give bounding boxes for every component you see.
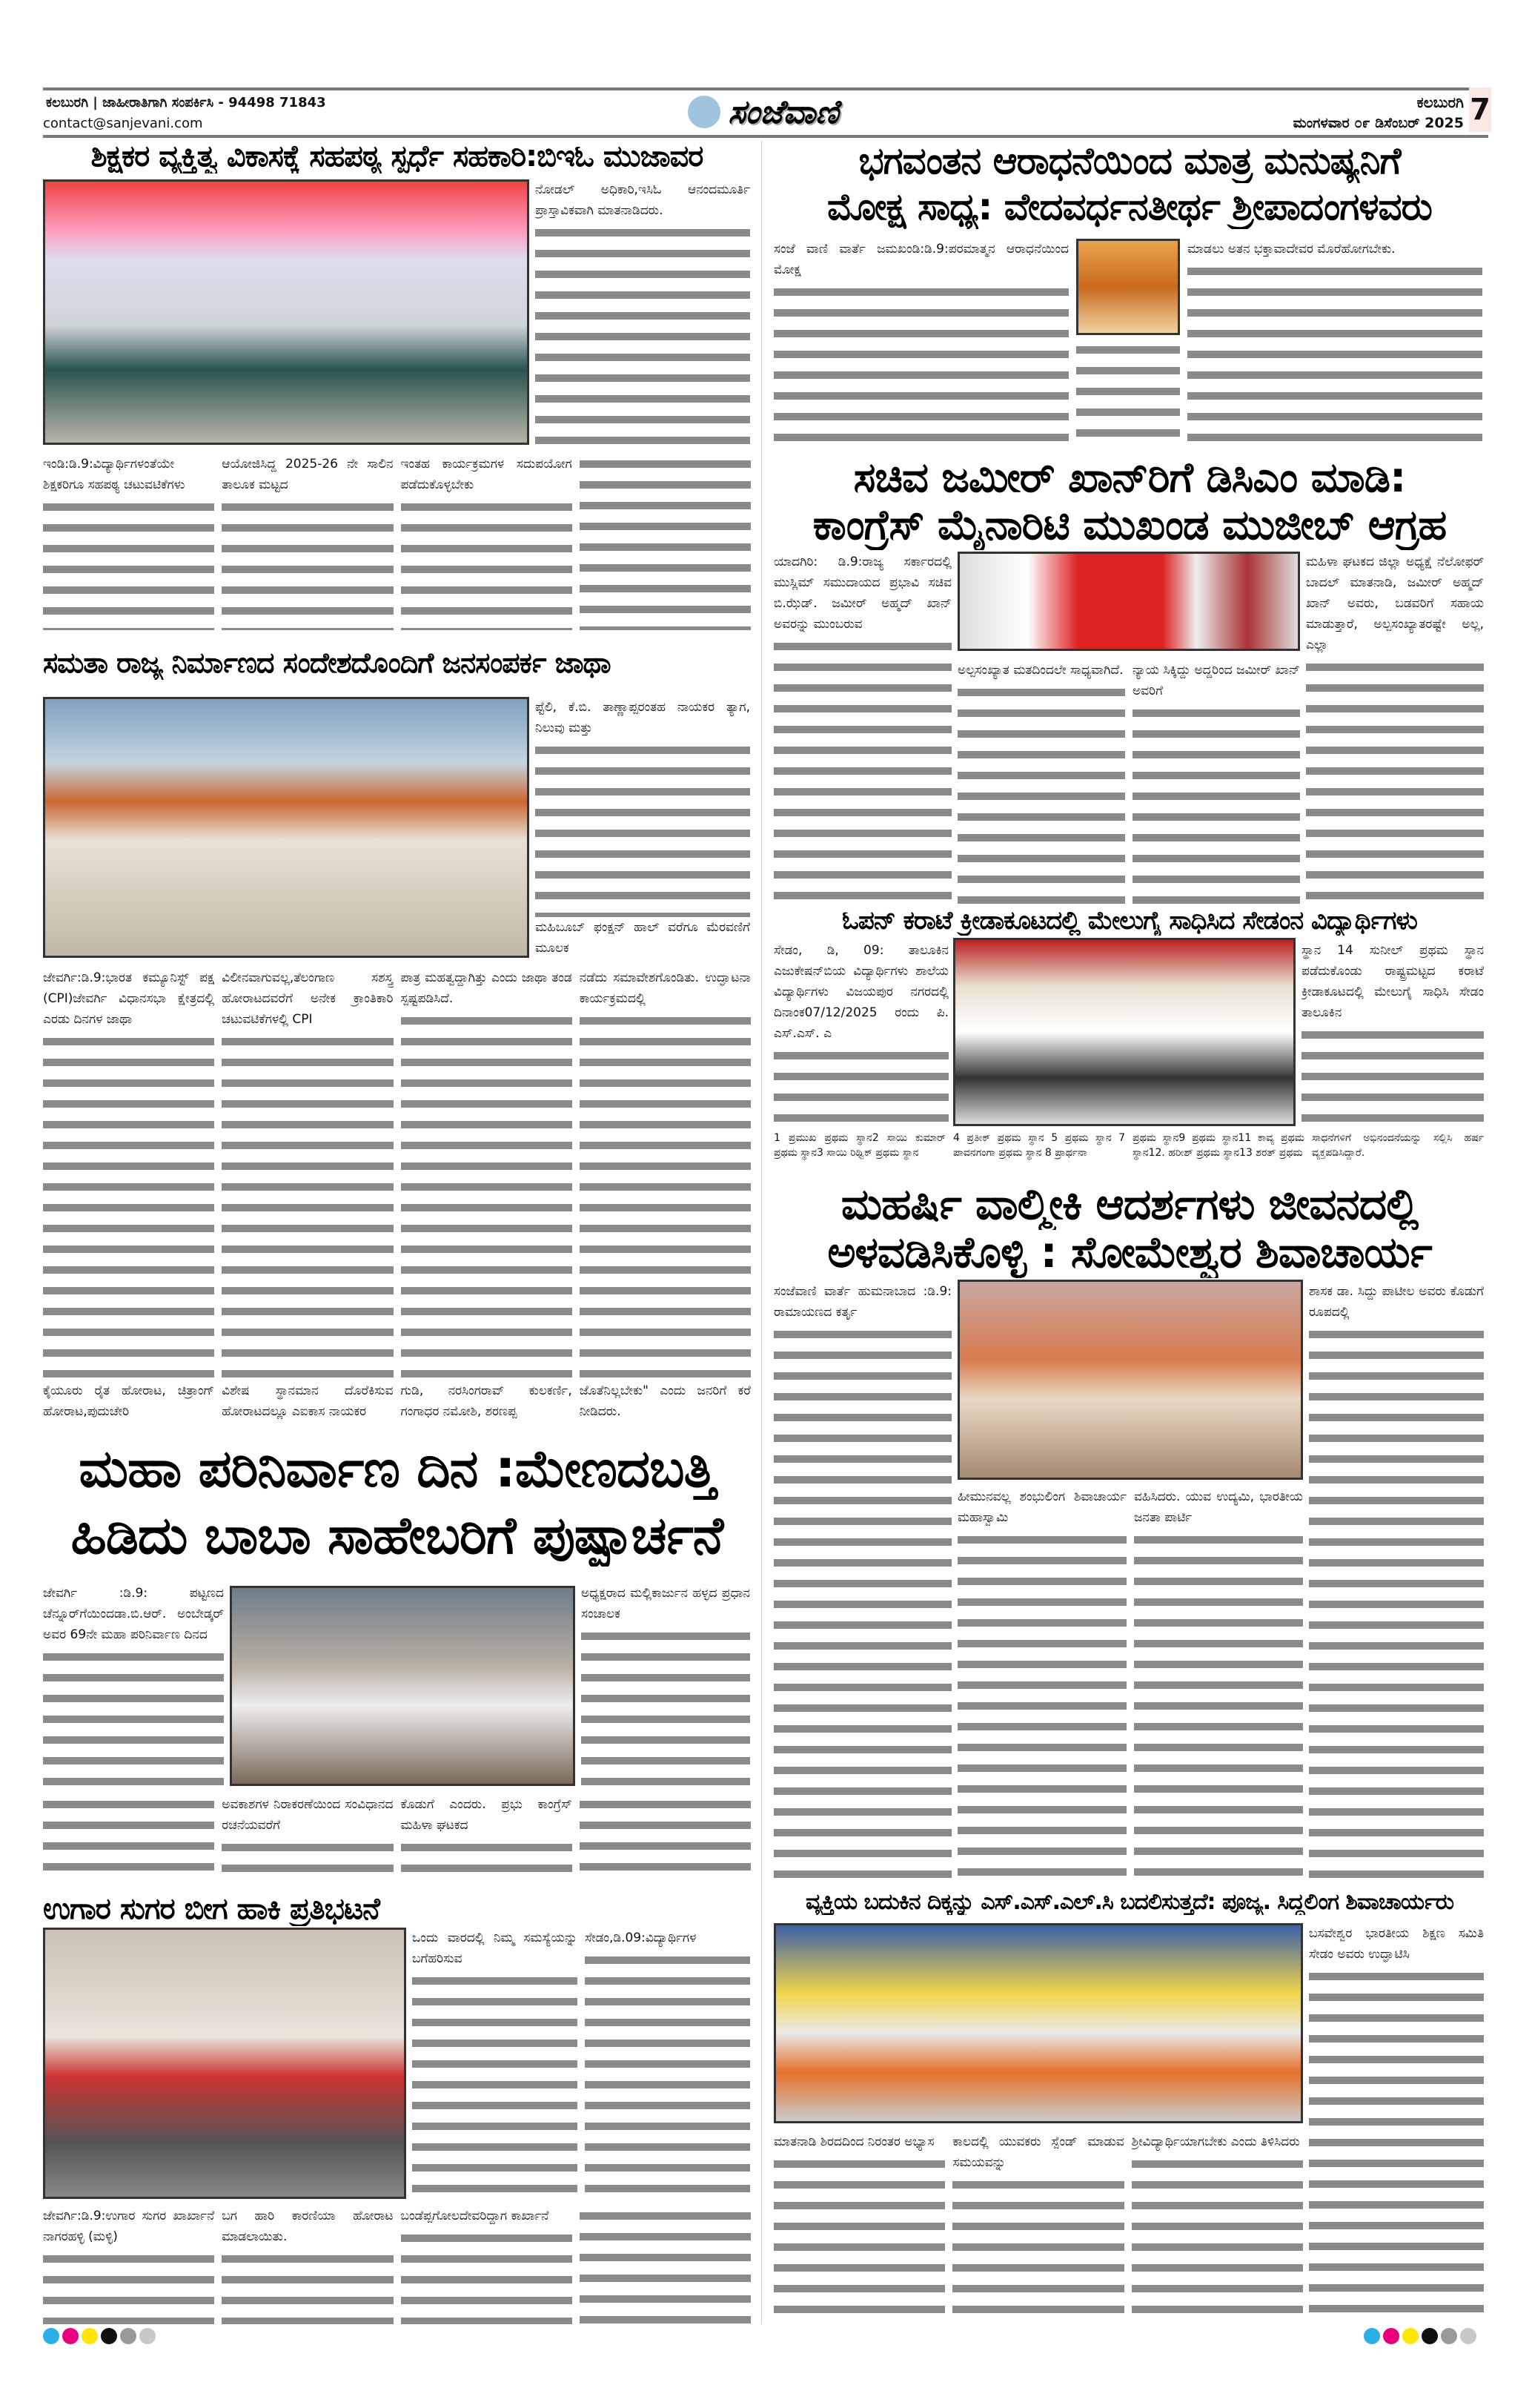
text-column (535, 697, 750, 960)
masthead-bottom-rule (43, 135, 1488, 138)
text-column (535, 179, 750, 445)
text-column (1309, 1923, 1484, 2323)
article-text: ಹೀಮುನವಲ್ಲ ಶಂಭುಲಿಂಗ ಶಿವಾಚಾರ್ಯ ಮಹಾಸ್ವಾಮಿ (958, 1489, 1127, 1525)
text-column (774, 1281, 952, 1883)
article-text: ನಡೆದು ಸಮಾವೇಶಗೊಂಡಿತು. ಉದ್ಘಾಟನಾ ಕಾರ್ಯಕ್ರಮದಲ್ಲಿ (579, 970, 751, 1006)
text-column (1309, 1281, 1484, 1883)
article-text: ಸಂಜೆ ವಾಣಿ ವಾರ್ತೆ ಜಮಖಂಡಿ:ಡಿ.9:ಪರಮಾತ್ಮನ ಆರಾಧನೆಯಿಂದ ಮೋಕ್ಷ (774, 242, 1069, 277)
candle-march-photo (230, 1586, 575, 1786)
body-text-lines (412, 1971, 577, 2199)
text-column (774, 239, 1069, 450)
body-text-lines (958, 1529, 1127, 1883)
article-text: ಪ್ಟೆಲಿ, ಕೆ.ಬಿ. ತಾಣ್ಣಾಪ್ಪರಂತಹ ನಾಯಕರ ತ್ಯಾಗ, ನಿಲುವು ಮತ್ತು (535, 700, 750, 735)
text-column (401, 968, 572, 1423)
text-column (774, 940, 949, 1125)
text-column (222, 968, 393, 1423)
text-column (1187, 239, 1482, 450)
cpi-rally-photo (43, 697, 529, 958)
text-column (580, 454, 751, 630)
text-column (43, 2206, 751, 2324)
article-text: ಶಾಸಕ ಡಾ. ಸಿದ್ದು ಪಾಟೀಲ ಅವರು ಕೊಡುಗೆ ರೂಪದಲ್ಲಿ (1309, 1284, 1484, 1320)
text-column (1301, 940, 1484, 1125)
article-text: ಪಾತ್ರ ಮಹತ್ವದ್ದಾಗಿತ್ತು ಎಂದು ಜಾಥಾ ತಂಡ ಸ್ಪಷ್ಟಪಡಿಸಿದೆ. (400, 970, 572, 1006)
text-column (1132, 2131, 1303, 2324)
article-text: ಸೇಡಂ,ಡಿ.09:ವಿದ್ಯಾರ್ಥಿಗಳ (585, 1931, 697, 1945)
body-text-lines (774, 282, 1069, 450)
body-text-lines (774, 2154, 945, 2324)
body-text-lines (43, 1031, 214, 1380)
body-text-lines (952, 2174, 1124, 2324)
article-text: ಗುಡಿ, ನರಸಿಂಗರಾವ್ ಕುಲಕರ್ಣಿ, ಗಂಗಾಧರ ನಮೋಶಿ, ಶರಣಪ್ಪ (400, 1383, 572, 1419)
body-text-lines (585, 1950, 750, 2199)
text-column (43, 968, 214, 1423)
body-text-lines (401, 2228, 572, 2324)
article-text: ಬಸವೇಶ್ವರ ಭಾರತೀಯ ಶಿಕ್ಷಣ ಸಮಿತಿ ಸೇಡಂ ಅವರು ಉದ್ಘಾಟಿಸಿ (1309, 1926, 1484, 1962)
article-text: ಸೇಡಂ, ಡಿ, 09: ತಾಲೂಕಿನ ಎಜುಕೇಷನ್‌ಬಿಯ ವಿದ್ಯಾರ್ಥಿಗಳು ಶಾಲೆಯ ವಿದ್ಯಾರ್ಥಿಗಳು ವಿಜಯಪುರ ನಗರದಲ್ಲಿ ದಿನಾಂಕ07/12/2025 ರಂದು ಪಿ. ಎಸ್.ಎಸ್. ಎ (774, 943, 949, 1041)
body-text-lines (580, 1010, 751, 1380)
article-text: ಇಂತಹ ಕಾರ್ಯಕ್ರಮಗಳ ಸದುಪಯೋಗ ಪಡೆದುಕೊಳ್ಳಬೇಕು (400, 457, 572, 492)
article-text: ಸಾಧನೆಗಳಿಗೆ ಅಭಿನಂದನೆಯನ್ನು ಸಲ್ಲಿಸಿ ಹರ್ಷ ವ್ಯಕ್ತಪಡಿಸಿದ್ದಾರೆ. (1312, 1132, 1484, 1159)
body-text-lines (958, 682, 1125, 908)
body-text-lines (1301, 1025, 1484, 1125)
text-column (774, 1281, 952, 1883)
article-text: ಪ್ರಥಮ ಸ್ಥಾನ9 ಪ್ರಥಮ ಸ್ಥಾನ11 ಕಾವ್ಯ ಪ್ರಥಮ ಸ್ಥಾನ12. ಹರೀಶ್ ಪ್ರಥಮ ಸ್ಥಾನ13 ಶರತ್ ಪ್ರಥಮ (1133, 1132, 1304, 1159)
valmiki-event-photo (958, 1280, 1303, 1480)
text-column (580, 1794, 751, 1883)
body-text-lines (580, 1794, 751, 1883)
text-column (774, 552, 952, 907)
article-text: ಅಲ್ಪಸಂಖ್ಯಾತ ಮತದಿಂದಲೇ ಸಾಧ್ಯವಾಗಿದೆ. (958, 663, 1124, 678)
article-headline: ಕಾಂಗ್ರೆಸ್ ಮೈನಾರಿಟಿ ಮುಖಂಡ ಮುಜೀಬ್ ಆಗ್ರಹ (812, 501, 1447, 549)
text-column (774, 2131, 1303, 2324)
article-text: ಯಾದಗಿರಿ: ಡಿ.9:ರಾಜ್ಯ ಸರ್ಕಾರದಲ್ಲಿ ಮುಸ್ಲಿಮ್ ಸಮುದಾಯದ ಪ್ರಭಾವಿ ಸಚಿವ ಬಿ.ಝೆಡ್. ಜಮೀರ್ ಅಹ್ಮದ್ ಖಾನ್ ಅವರನ್ನು ಮುಂಬರುವ (774, 555, 952, 632)
color-registration-marks-left (43, 2328, 159, 2347)
text-column (958, 1486, 1303, 1883)
body-text-lines (401, 497, 572, 630)
text-column (774, 1131, 1484, 1177)
newspaper-logo: ಸಂಜೆವಾಣಿ (728, 93, 839, 131)
body-text-lines (1187, 261, 1482, 450)
text-column (412, 1928, 577, 2199)
sugar-factory-protest-photo (43, 1928, 406, 2199)
text-column (401, 1794, 572, 1883)
article-headline: ಮಹರ್ಷಿ ವಾಲ್ಮೀಕಿ ಆದರ್ಶಗಳು ಜೀವನದಲ್ಲಿ (840, 1179, 1419, 1229)
text-column (1076, 239, 1180, 450)
body-text-lines (1133, 703, 1300, 908)
article-text: ಜೊತೆನಿಲ್ಲಬೇಕು" ಎಂದು ಜನರಿಗೆ ಕರೆ ನೀಡಿದರು. (579, 1383, 751, 1419)
swamiji-photo (1076, 239, 1180, 335)
text-column (1309, 1923, 1484, 2323)
text-column (535, 179, 750, 445)
article-headline: ಶಿಕ್ಷಕರ ವ್ಯಕ್ತಿತ್ವ ವಿಕಾಸಕ್ಕೆ ಸಹಪಠ್ಯ ಸ್ಪರ್ಧೆ ಸಹಕಾರಿ:ಬಿಇಓ ಮುಜಾವರ (90, 139, 703, 173)
text-column (1134, 1486, 1303, 1883)
body-text-lines (774, 1324, 952, 1883)
article-text: ಮಾಡಲು ಅತನ ಭಕ್ತಾವಾದೇವರ ಮೊರೆಹೋಗಬೇಕು. (1187, 242, 1396, 257)
article-text: ಸ್ಥಾನ 14 ಸುನೀಲ್ ಪ್ರಥಮ ಸ್ಥಾನ ಪಡೆದುಕೊಂಡು ರಾಷ್ಟ್ರಮಟ್ಟದ ಕರಾಟೆ ಕ್ರೀಡಾಕೂಟದಲ್ಲಿ ಮೇಲುಗೈ ಸಾಧಿಸಿ ಸೇಡಂ ತಾಲೂಕಿನ (1301, 943, 1484, 1020)
article-text: ವಿಲೀನವಾಗುವಲ್ಲ,ತೆಲಂಗಾಣ ಸಶಸ್ತ್ರ ಹೋರಾಟದವರೆಗೆ ಅನೇಕ ಕ್ರಾಂತಿಕಾರಿ ಚಟುವಟಿಕೆಗಳಲ್ಲಿ CPI (222, 970, 394, 1027)
text-column (1312, 1131, 1484, 1177)
article-text: ವಿಶೇಷ ಸ್ಥಾನಮಾನ ದೊರೆಕಿಸುವ ಹೋರಾಟದಲ್ಲೂ ಎಐಕಾಸ ನಾಯಕರ (222, 1383, 394, 1419)
text-column (774, 552, 952, 907)
text-column (43, 454, 751, 630)
text-column (43, 1794, 751, 1883)
masthead-contact: ಕಲಬುರಗಿ | ಜಾಹೀರಾತಿಗಾಗಿ ಸಂಪರ್ಕಿಸಿ - 94498 71843 (46, 95, 326, 110)
body-text-lines (1132, 2154, 1303, 2324)
masthead-email: contact@sanjevani.com (43, 116, 203, 131)
teachers-event-photo (43, 179, 529, 445)
body-text-lines (535, 222, 750, 445)
text-column (43, 1583, 224, 1790)
article-text: ಅಧ್ಯಕ್ಷರಾದ ಮಲ್ಲಿಕಾರ್ಜುನ ಹಳ್ಳದ ಪ್ರಧಾನ ಸಂಚಾಲಕ (581, 1586, 750, 1621)
article-text: ಕಾಲದಲ್ಲಿ ಯುವಕರು ಸ್ಪೆಂಡ್ ಮಾಡುವ ಸಮಯವನ್ನು (952, 2134, 1124, 2170)
text-column (958, 1486, 1127, 1883)
article-headline: ಸಚಿವ ಜಮೀರ್ ಖಾನ್‌ರಿಗೆ ಡಿಸಿಎಂ ಮಾಡಿ: (853, 454, 1406, 502)
text-column (222, 2206, 393, 2324)
article-text: ಬಗ ಹಾರಿ ಕಾರಣಿಯಾ ಹೋರಾಟ ಮಾಡಲಾಯಿತು. (222, 2209, 394, 2244)
body-text-lines (1076, 340, 1180, 450)
text-column (43, 454, 214, 630)
body-text-lines (1309, 1324, 1484, 1883)
body-text-lines (43, 1647, 224, 1790)
article-text: ಅವಕಾಶಗಳ ನಿರಾಕರಣೆಯಿಂದ ಸಂವಿಧಾನದ ರಚನೆಯವರೆಗೆ (222, 1797, 394, 1833)
text-column (581, 1583, 750, 1790)
body-text-lines (222, 2249, 393, 2324)
article-text: ಇಂಡಿ:ಡಿ.9:ವಿದ್ಯಾರ್ಥಿಗಳಂತೆಯೇ ಶಿಕ್ಷಕರಿಗೂ ಸಹಪಠ್ಯ ಚಟುವಟಿಕೆಗಳು (43, 457, 185, 492)
body-text-lines (43, 1794, 214, 1883)
article-headline: ಮೋಕ್ಷ ಸಾಧ್ಯ: ವೇದವರ್ಧನತೀರ್ಥ ಶ್ರೀಪಾದಂಗಳವರು (827, 185, 1432, 228)
color-registration-marks-right (1364, 2328, 1479, 2347)
article-text: ಕೊಡುಗೆ ಎಂದರು. ಪ್ರಭು ಕಾಂಗ್ರೆಸ್ ಮಹಿಳಾ ಘಟಕದ (400, 1797, 572, 1833)
sslc-event-photo (774, 1923, 1303, 2123)
body-text-lines (580, 2206, 751, 2324)
text-column (774, 1131, 946, 1177)
text-column (1309, 1281, 1484, 1883)
article-headline: ಭಗವಂತನ ಆರಾಧನೆಯಿಂದ ಮಾತ್ರ ಮನುಷ್ಯನಿಗೆ (858, 139, 1401, 182)
text-column (952, 2131, 1124, 2324)
article-text: ವಹಿಸಿದರು. ಯುವ ಉದ್ಯಮಿ, ಭಾರತೀಯ ಜನತಾ ಪಾರ್ಟಿ (1134, 1489, 1303, 1525)
body-text-lines (774, 1045, 949, 1125)
article-headline: ಉಗಾರ ಸುಗರ ಬೀಗ ಹಾಕಿ ಪ್ರತಿಭಟನೆ (43, 1892, 379, 1926)
text-column (1133, 1131, 1304, 1177)
text-column (222, 1794, 393, 1883)
text-column (958, 660, 1125, 908)
body-text-lines (580, 454, 751, 630)
body-text-lines (43, 497, 214, 630)
article-text: 4 ಪ್ರತೀಕ್ ಪ್ರಥಮ ಸ್ಥಾನ 5 ಪ್ರಥಮ ಸ್ಥಾನ 7 ಪಾವನಗಂಗಾ ಪ್ರಥಮ ಸ್ಥಾನ 8 ಪ್ರಾರ್ಥನಾ (953, 1132, 1125, 1159)
karate-students-photo (953, 938, 1296, 1126)
body-text-lines (222, 1031, 393, 1380)
masthead-city: ಕಲಬುರಗಿ (1416, 93, 1464, 111)
text-column (1301, 940, 1484, 1125)
press-meet-photo (958, 552, 1300, 651)
masthead-date: ಮಂಗಳವಾರ ೦೯ ಡಿಸೆಂಬರ್ 2025 (1293, 115, 1464, 131)
article-headline: ಮಹಾ ಪರಿನಿರ್ವಾಣ ದಿನ :ಮೇಣದಬತ್ತಿ (79, 1438, 715, 1499)
page-number: 7 (1469, 87, 1491, 132)
text-column (953, 1131, 1125, 1177)
text-column (1133, 660, 1300, 908)
text-column (401, 454, 572, 630)
text-column (580, 968, 751, 1423)
column-divider (761, 141, 762, 2324)
body-text-lines (1306, 657, 1484, 907)
article-text: ಬಂಡೆಪ್ಪಗೋಲದೇವರಿದ್ದಾಗ ಕಾರ್ಖಾನೆ (400, 2209, 549, 2223)
article-text: ಮಾತನಾಡಿ ಶಿರದದಿಂದ ನಿರಂತರ ಅಭ್ಯಾಸ (774, 2134, 935, 2149)
text-column (412, 1928, 750, 2199)
text-column (581, 1583, 750, 1790)
article-text: ಜೇವರ್ಗಿ :ಡಿ.9: ಪಟ್ಟಣದ ಚೆನ್ನೂರ್‌ಗೆಯಿಂದಡಾ.ಬಿ.ಆರ್. ಅಂಬೇಡ್ಕರ್ ಅವರ 69ನೇ ಮಹಾ ಪರಿನಿರ್ವಾಣ ದಿನದ (43, 1586, 224, 1642)
body-text-lines (222, 497, 393, 630)
article-headline: ಅಳವಡಿಸಿಕೊಳ್ಳಿ : ಸೋಮೇಶ್ವರ ಶಿವಾಚಾರ್ಯ (827, 1227, 1432, 1277)
article-text: ಕೈಯೂರು ರೈತ ಹೋರಾಟ, ಚಿತ್ರಾಂಗ್ ಹೋರಾಟ,ಪುದುಚೇರಿ (43, 1383, 215, 1419)
body-text-lines (535, 740, 750, 917)
text-column (1306, 552, 1484, 907)
text-column (535, 697, 750, 960)
article-text: ಒಂದು ವಾರದಲ್ಲಿ ನಿಮ್ಮ ಸಮಸ್ಯೆಯನ್ನು ಬಗೆಹರಿಸುವ (412, 1931, 577, 1966)
body-text-lines (222, 1837, 393, 1883)
text-column (401, 2206, 572, 2324)
article-headline: ಸಮತಾ ರಾಜ್ಯ ನಿರ್ಮಾಣದ ಸಂದೇಶದೊಂದಿಗೆ ಜನಸಂಪರ್ಕ ಜಾಥಾ (43, 646, 611, 679)
body-text-lines (581, 1626, 750, 1790)
article-text: ಜೇವರ್ಗಿ:ಡಿ.9:ಉಗಾರ ಸುಗರ ಖಾರ್ಖಾನೆ ನಾಗರಹಳ್ಳಿ (ಮಳ್ಳಿ) (43, 2209, 215, 2244)
text-column (43, 2206, 214, 2324)
logo-emblem-icon (688, 96, 720, 128)
newspaper-logo-group (608, 90, 919, 133)
article-headline: ವ್ಯಕ್ತಿಯ ಬದುಕಿನ ದಿಕ್ಕನ್ನು ಎಸ್.ಎಸ್.ಎಲ್.ಸಿ ಬದಲಿಸುತ್ತದೆ: ಪೂಜ್ಯ. ಸಿದ್ದಲಿಂಗ ಶಿವಾಚಾರ್ಯರು (806, 1889, 1453, 1915)
text-column (43, 968, 751, 1423)
article-text: ನೋಡಲ್ ಅಧಿಕಾರಿ,ಇಸಿಓ ಆನಂದಮೂರ್ತಿ ಪ್ರಾಸ್ತಾವಿಕವಾಗಿ ಮಾತನಾಡಿದರು. (535, 182, 750, 218)
article-text: ಮಹಿಳಾ ಘಟಕದ ಜಿಲ್ಲಾ ಅಧ್ಯಕ್ಷೆ ನೆಲೋಫರ್ ಬಾದಲ್ ಮಾತನಾಡಿ, ಜಮೀರ್ ಅಹ್ಮದ್ ಖಾನ್ ಅವರು, ಬಡವರಿಗೆ ಸಹಾಯ ಮಾಡುತ್ತಾರೆ, ಅಲ್ಪಸಂಖ್ಯಾತರಷ್ಟೇ ಅಲ್ಲ, ಎಲ್ಲಾ (1306, 555, 1484, 652)
text-column (222, 454, 393, 630)
article-text: ಮಹಿಬೂಬ್ ಫಂಕ್ಷನ್ ಹಾಲ್ ವರೆಗೂ ಮೆರವಣಿಗೆ ಮೂಲಕ (535, 920, 750, 956)
body-text-lines (1134, 1529, 1303, 1883)
article-text: ನ್ಯಾಯ ಸಿಕ್ಕಿದ್ದು ಅದ್ದರಿಂದ ಜಮೀರ್ ಖಾನ್ ಅವರಿಗೆ (1133, 663, 1300, 698)
article-text: 1 ಪ್ರಮುಖ ಪ್ರಥಮ ಸ್ಥಾನ2 ಸಾಯಿ ಕುಮಾರ್ ಪ್ರಥಮ ಸ್ಥಾನ3 ಸಾಯಿ ರಿಥ್ವಿಕ್ ಪ್ರಥಮ ಸ್ಥಾನ (774, 1132, 946, 1159)
article-text: ಜೇವರ್ಗಿ:ಡಿ.9:ಭಾರತ ಕಮ್ಯೂನಿಸ್ಟ್ ಪಕ್ಷ (CPI)ಜೇವರ್ಗಿ ವಿಧಾನಸಭಾ ಕ್ಷೇತ್ರದಲ್ಲಿ ಎರಡು ದಿನಗಳ ಜಾಥಾ (43, 970, 215, 1027)
text-column (1306, 552, 1484, 907)
article-text: ಆಯೋಜಿಸಿದ್ದ 2025-26 ನೇ ಸಾಲಿನ ತಾಲೂಕ ಮಟ್ಟದ (222, 457, 394, 492)
body-text-lines (43, 2249, 214, 2324)
text-column (958, 660, 1300, 908)
text-column (585, 1928, 750, 2199)
article-text: ಶ್ರೀವಿದ್ಯಾರ್ಥಿಯಾಗಬೇಕು ಎಂದು ತಿಳಿಸಿದರು (1131, 2134, 1300, 2149)
text-column (774, 940, 949, 1125)
text-column (774, 239, 1482, 450)
article-headline: ಹಿಡಿದು ಬಾಬಾ ಸಾಹೇಬರಿಗೆ ಪುಷ್ಪಾರ್ಚನೆ (70, 1505, 723, 1566)
text-column (774, 2131, 945, 2324)
text-column (43, 1583, 224, 1790)
text-column (580, 2206, 751, 2324)
body-text-lines (401, 1010, 572, 1380)
body-text-lines (401, 1837, 572, 1883)
body-text-lines (1309, 1966, 1484, 2323)
article-headline: ಓಪನ್ ಕರಾಟೆ ಕ್ರೀಡಾಕೂಟದಲ್ಲಿ ಮೇಲುಗೈ ಸಾಧಿಸಿದ ಸೇಡಂನ ವಿದ್ಯಾರ್ಥಿಗಳು (842, 906, 1417, 936)
text-column (43, 1794, 214, 1883)
body-text-lines (774, 636, 952, 907)
article-text: ಸಂಜೆವಾಣಿ ವಾರ್ತೆ ಹುಮನಾಬಾದ :ಡಿ.9: ರಾಮಾಯಣದ ಕರ್ತೃ (774, 1284, 952, 1320)
